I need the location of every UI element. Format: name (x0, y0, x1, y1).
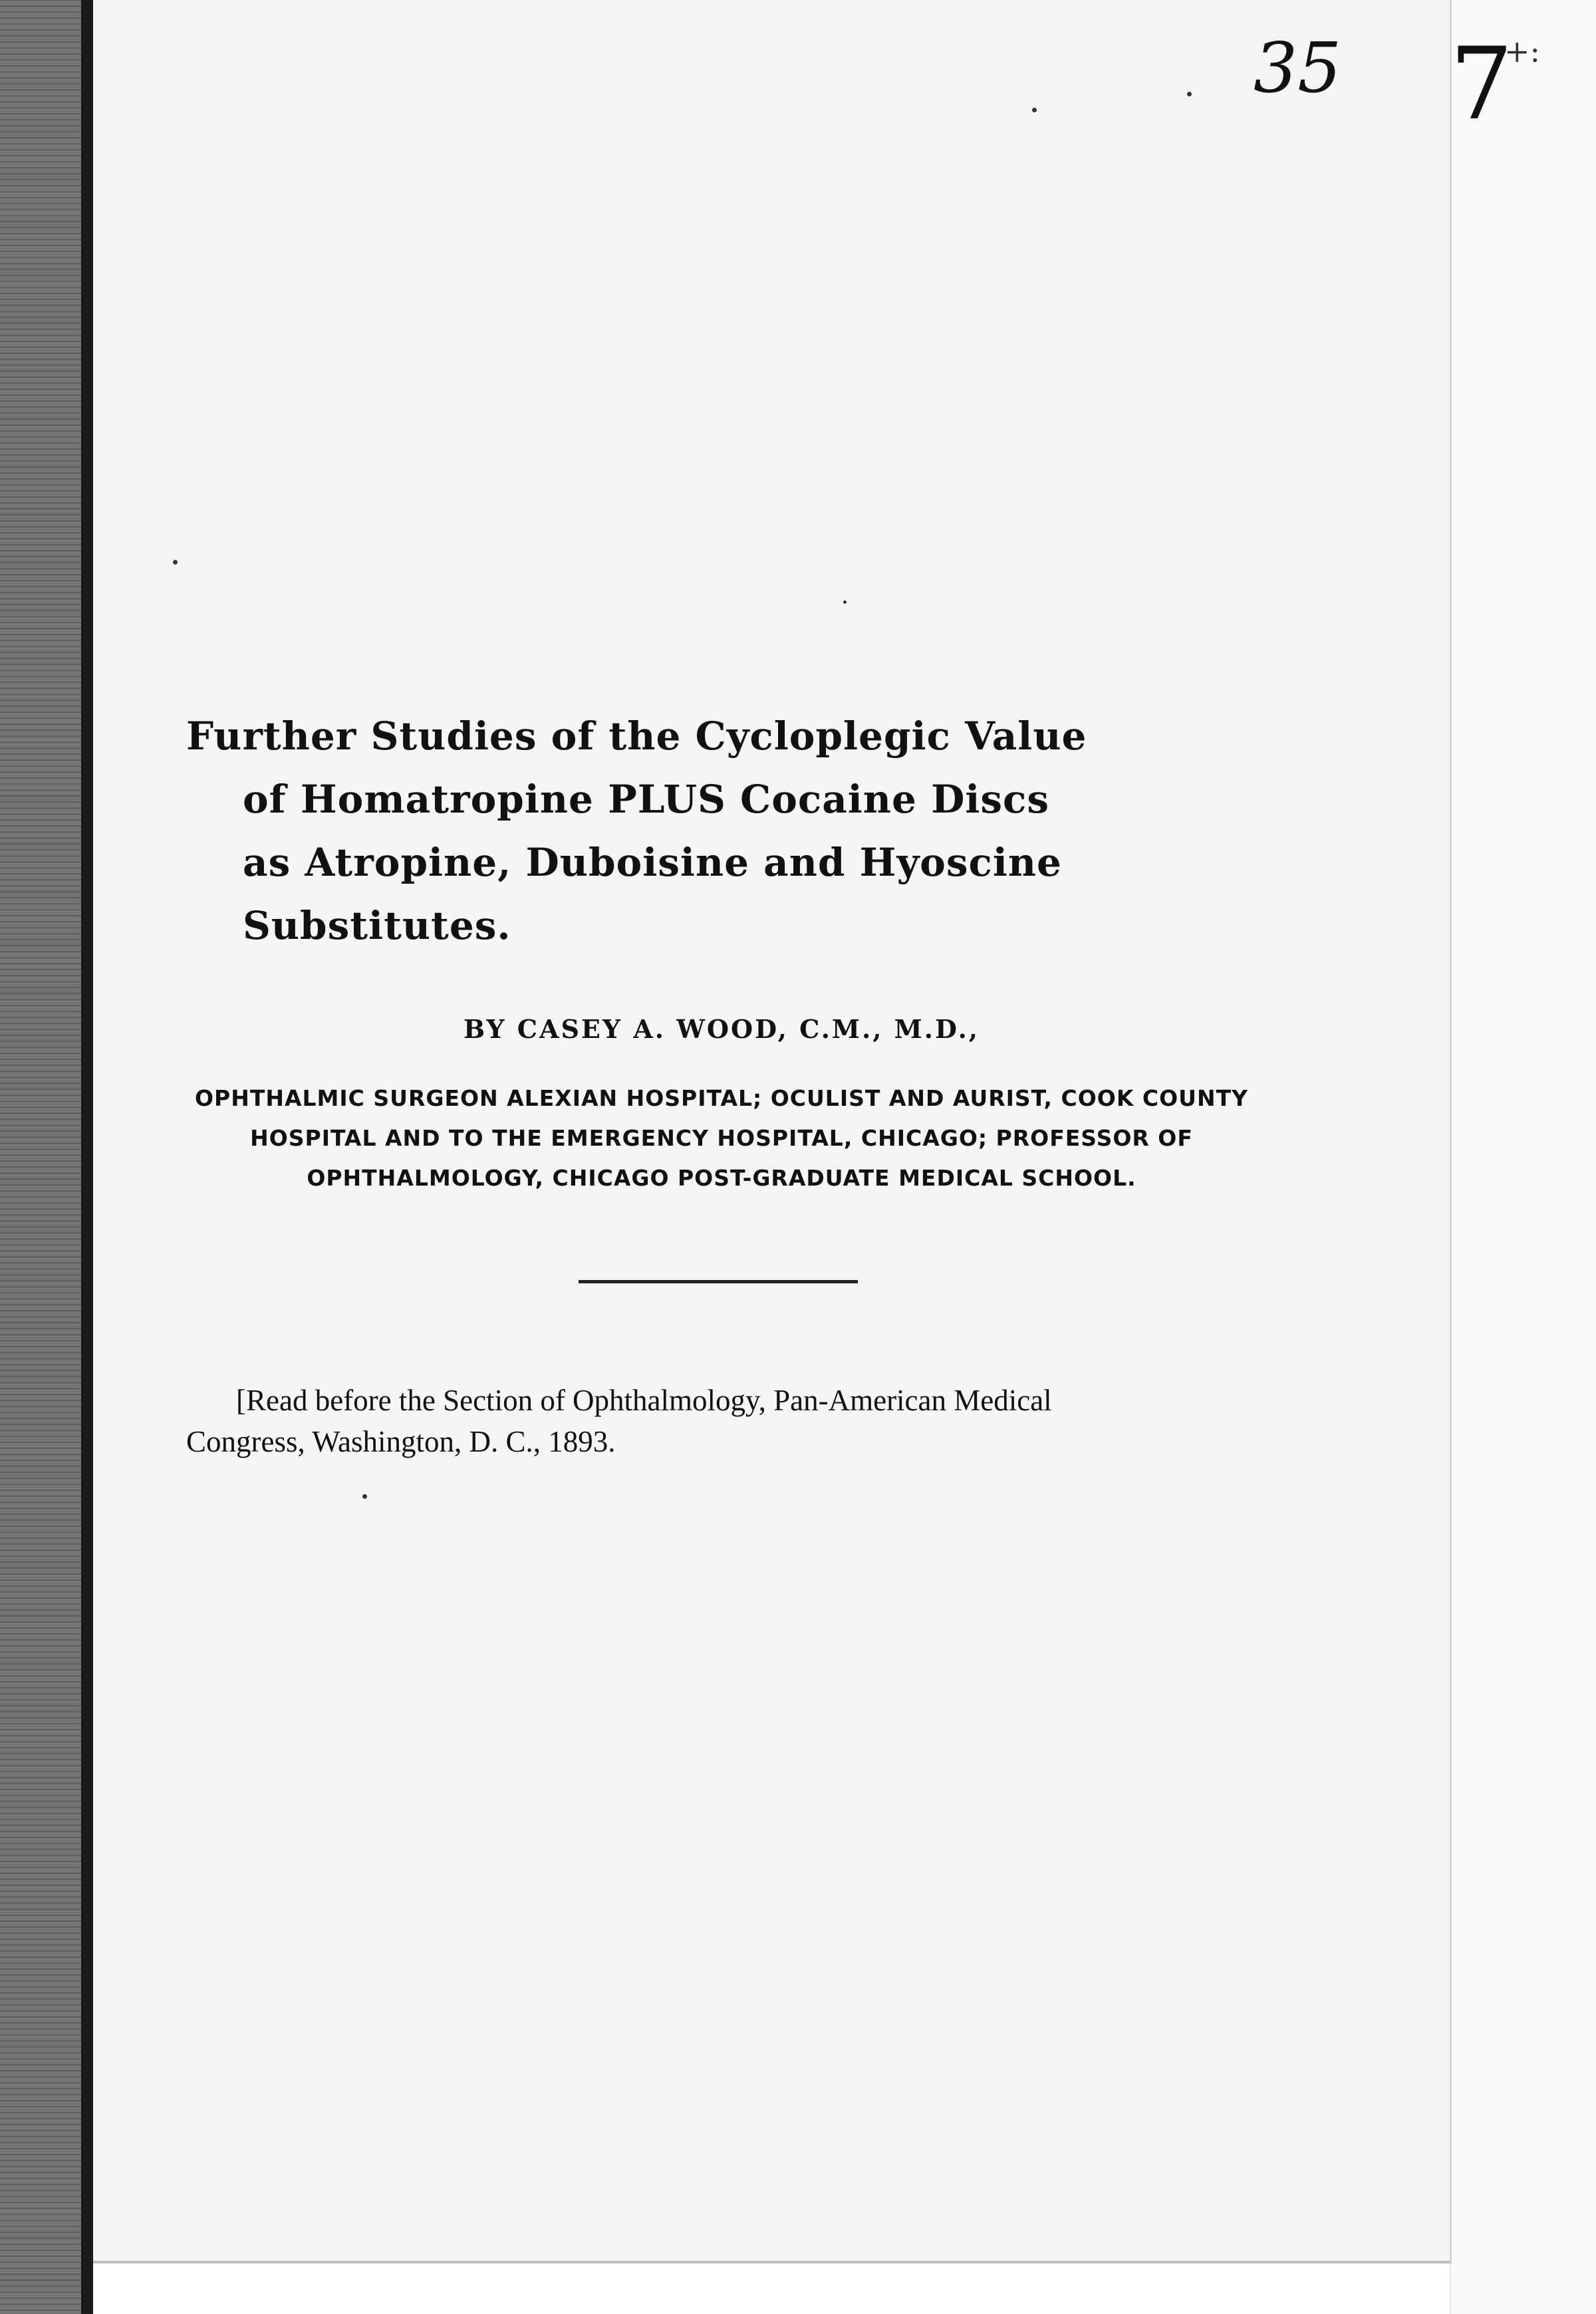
title-line: Substitutes. (243, 903, 511, 948)
handwritten-page-number: 35 (1254, 27, 1342, 108)
scan-speck (173, 560, 178, 565)
handwritten-shelf-mark-superscript: +: (1504, 33, 1541, 69)
scan-speck (1032, 108, 1037, 112)
affiliation-line: HOSPITAL AND TO THE EMERGENCY HOSPITAL, CHICAGO; PROFESSOR OF (250, 1125, 1193, 1151)
scan-bottom-margin (93, 2263, 1450, 2314)
title-line: Further Studies of the Cycloplegic Value (186, 713, 1087, 759)
note-line: Congress, Washington, D. C., 1893. (186, 1425, 616, 1458)
presentation-note (186, 1380, 1264, 1462)
scan-speck (843, 600, 847, 604)
title-line: of Homatropine PLUS Cocaine Discs (243, 777, 1050, 822)
scan-speck (1187, 92, 1192, 96)
document-title (186, 705, 1283, 958)
title-line: as Atropine, Duboisine and Hyoscine (243, 840, 1062, 885)
scan-speck (362, 1494, 367, 1499)
section-divider-rule (579, 1280, 858, 1283)
affiliation-line: OPHTHALMOLOGY, CHICAGO POST-GRADUATE MEDICAL SCHOOL. (307, 1165, 1136, 1191)
affiliation-line: OPHTHALMIC SURGEON ALEXIAN HOSPITAL; OCULIST AND AURIST, COOK COUNTY (195, 1085, 1248, 1111)
author-affiliation (180, 1079, 1264, 1198)
note-line: [Read before the Section of Ophthalmology, Pan-American Medical (236, 1384, 1052, 1417)
handwritten-shelf-mark: 7 (1450, 27, 1514, 142)
scan-binding-edge (0, 0, 93, 2314)
author-byline: BY CASEY A. WOOD, C.M., M.D., (463, 1014, 980, 1044)
back-page-edge (1450, 0, 1596, 2314)
